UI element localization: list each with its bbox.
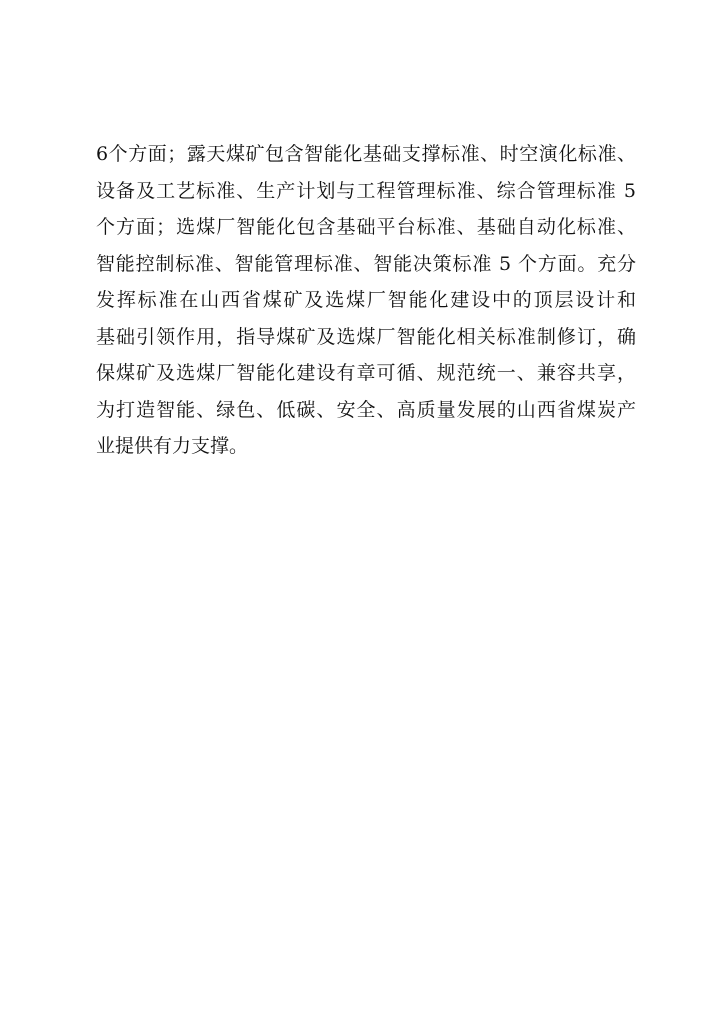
paragraph-line: 智能控制标准、智能管理标准、智能决策标准 5 个方面。充分 — [96, 252, 636, 275]
paragraph-line: 业提供有力支撑。 — [96, 435, 249, 457]
paragraph-line: 发挥标准在山西省煤矿及选煤厂智能化建设中的顶层设计和 — [96, 289, 636, 311]
paragraph-line: 基础引领作用，指导煤矿及选煤厂智能化相关标准制修订，确 — [96, 325, 636, 348]
paragraph-line: 为打造智能、绿色、低碳、安全、高质量发展的山西省煤炭产 — [96, 398, 636, 421]
body-paragraph — [96, 136, 636, 465]
paragraph-line: 保煤矿及选煤厂智能化建设有章可循、规范统一、兼容共享， — [96, 362, 636, 384]
paragraph-line: 设备及工艺标准、生产计划与工程管理标准、综合管理标准 5 — [96, 179, 636, 202]
paragraph-line: 6个方面；露天煤矿包含智能化基础支撑标准、时空演化标准、 — [96, 143, 636, 165]
paragraph-line: 个方面；选煤厂智能化包含基础平台标准、基础自动化标准、 — [96, 216, 636, 238]
